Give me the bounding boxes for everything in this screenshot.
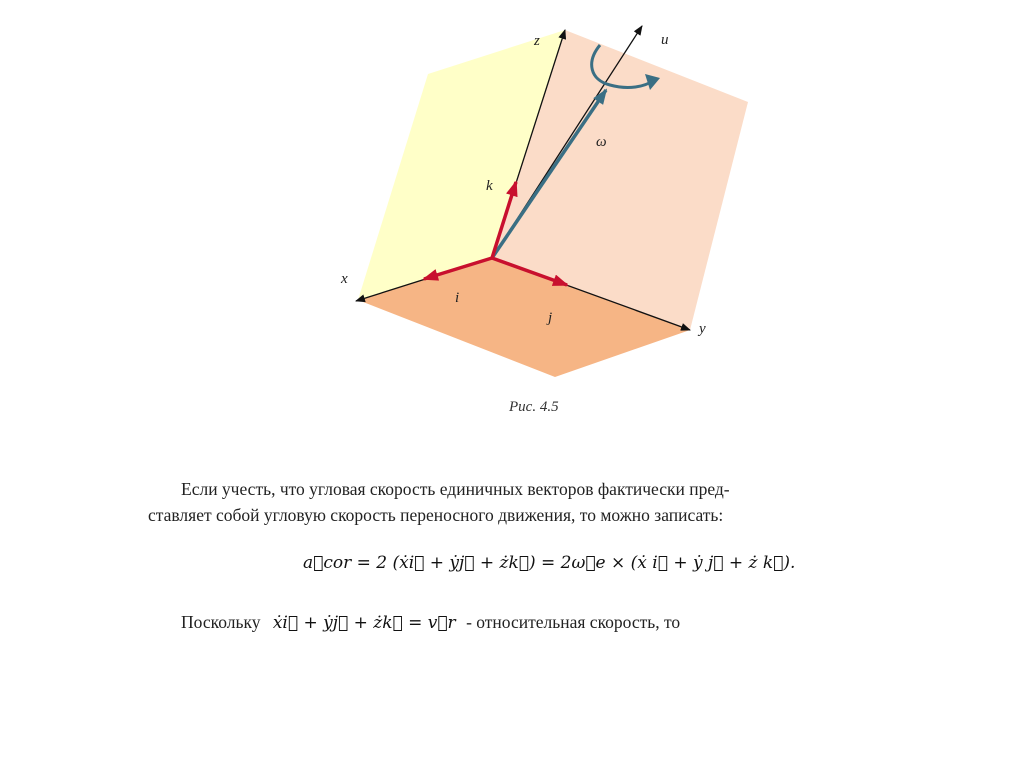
main-formula: a⃗cor = 2 (ẋi⃗ + ẏj⃗ + żk⃗) = 2ω⃗e × (ẋ i⃗ + ẏ j⃗ + ż k⃗). [303, 553, 796, 573]
figure-caption: Рис. 4.5 [509, 399, 559, 415]
paragraph-1-line-2: ставляет собой угловую скорость переносного движения, то можно записать: [148, 505, 724, 525]
axis-u-label: u [661, 32, 669, 48]
vector-i-label: i⃗ [455, 290, 471, 306]
paragraph-2-prefix: Поскольку [181, 612, 261, 632]
axis-x-label: x [341, 271, 348, 287]
axis-y-label: y [699, 321, 706, 337]
omega-label: ω⃗ [596, 134, 619, 150]
paragraph-2-suffix: - относительная скорость, то [466, 612, 681, 632]
vector-j-label: j⃗ [548, 310, 564, 326]
inline-formula: ẋi⃗ + ẏj⃗ + żk⃗ = v⃗r [272, 613, 456, 633]
vector-k-label: k⃗ [486, 178, 505, 194]
paragraph-2 [181, 610, 680, 635]
axis-z-label: z [534, 33, 540, 49]
paragraph-1-line-1: Если учесть, что угловая скорость единичных векторов фактически пред- [181, 479, 730, 499]
